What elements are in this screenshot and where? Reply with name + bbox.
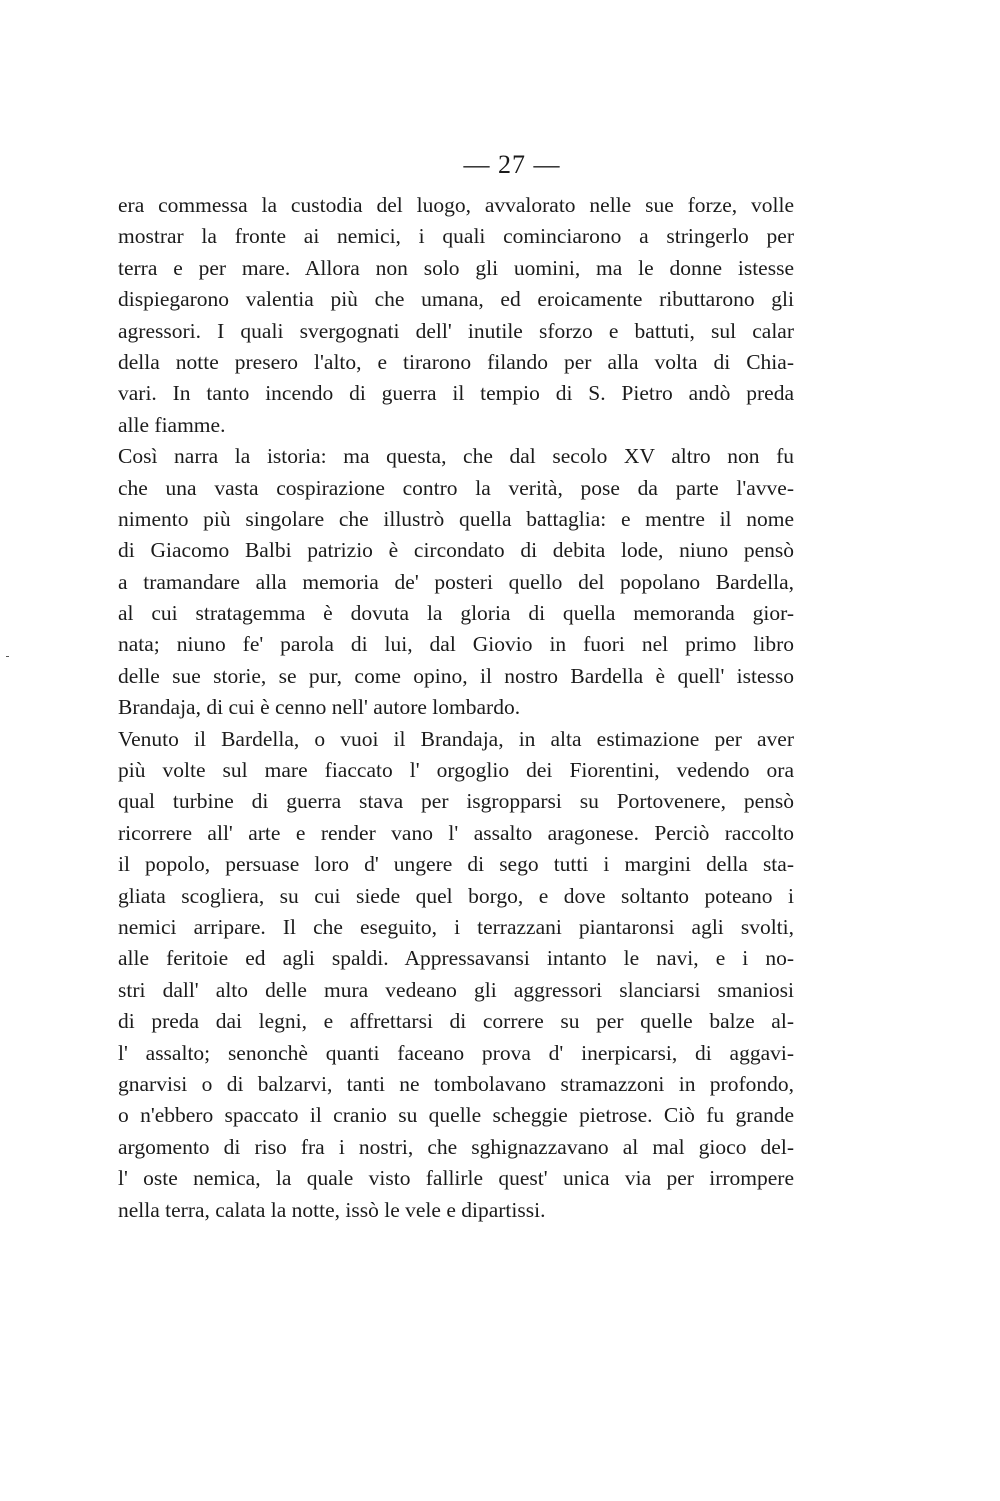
text-line: più volte sul mare fiaccato l' orgoglio dei Fiorentini, vedendo ora bbox=[118, 758, 794, 783]
text-line: a tramandare alla memoria de' posteri quello del popolano Bardella, bbox=[118, 569, 794, 594]
text-line: di Giacomo Balbi patrizio è circondato di debita lode, niuno pensò bbox=[118, 538, 794, 563]
text-line: nemici arripare. Il che eseguito, i terrazzani piantaronsi agli svolti, bbox=[118, 914, 794, 939]
text-line: il popolo, persuase loro d' ungere di sego tutti i margini della sta- bbox=[118, 852, 794, 877]
text-line: Così narra la istoria: ma questa, che dal secolo XV altro non fu bbox=[118, 444, 794, 469]
text-line: o n'ebbero spaccato il cranio su quelle scheggie pietrose. Ciò fu grande bbox=[118, 1103, 794, 1128]
text-line: della notte presero l'alto, e tirarono filando per alla volta di Chia- bbox=[118, 349, 794, 374]
text-line: che una vasta cospirazione contro la verità, pose da parte l'avve- bbox=[118, 475, 794, 500]
text-line: al cui stratagemma è dovuta la gloria di quella memoranda gior- bbox=[118, 601, 794, 626]
text-line: di preda dai legni, e affrettarsi di correre su per quelle balze al- bbox=[118, 1009, 794, 1034]
text-line: mostrar la fronte ai nemici, i quali cominciarono a stringerlo per bbox=[118, 224, 794, 249]
text-line: nella terra, calata la notte, issò le vele e dipartissi. bbox=[118, 1197, 546, 1222]
text-line: Brandaja, di cui è cenno nell' autore lombardo. bbox=[118, 695, 521, 720]
text-line: gliata scogliera, su cui siede quel borgo, e dove soltanto poteano i bbox=[118, 883, 794, 908]
text-line: agressori. I quali svergognati dell' inutile sforzo e battuti, sul calar bbox=[118, 318, 794, 343]
text-line: vari. In tanto incendo di guerra il tempio di S. Pietro andò preda bbox=[118, 381, 794, 406]
text-line: nata; niuno fe' parola di lui, dal Giovio in fuori nel primo libro bbox=[118, 632, 794, 657]
text-line: argomento di riso fra i nostri, che sghignazzavano al mal gioco del- bbox=[118, 1134, 794, 1159]
text-line: nimento più singolare che illustrò quella battaglia: e mentre il nome bbox=[118, 506, 794, 531]
text-line: alle fiamme. bbox=[118, 412, 226, 437]
text-line: dispiegarono valentia più che umana, ed eroicamente ributtarono gli bbox=[118, 287, 794, 312]
margin-mark bbox=[6, 656, 9, 657]
text-line: terra e per mare. Allora non solo gli uomini, ma le donne istesse bbox=[118, 255, 794, 280]
text-line: era commessa la custodia del luogo, avvalorato nelle sue forze, volle bbox=[118, 193, 794, 217]
text-line: l' assalto; senonchè quanti faceano prova d' inerpicarsi, di aggavi- bbox=[118, 1040, 794, 1065]
body-text bbox=[118, 190, 794, 1226]
text-line: gnarvisi o di balzarvi, tanti ne tombolavano stramazzoni in profondo, bbox=[118, 1071, 794, 1096]
text-line: ricorrere all' arte e render vano l' assalto aragonese. Perciò raccolto bbox=[118, 820, 794, 845]
text-line: alle feritoie ed agli spaldi. Appressavansi intanto le navi, e i no- bbox=[118, 946, 794, 971]
page-number: — 27 — bbox=[463, 150, 561, 179]
text-line: stri dall' alto delle mura vedeano gli aggressori slanciarsi smaniosi bbox=[118, 977, 794, 1002]
text-line: Venuto il Bardella, o vuoi il Brandaja, in alta estimazione per aver bbox=[118, 726, 794, 751]
text-line: delle sue storie, se pur, come opino, il nostro Bardella è quell' istesso bbox=[118, 663, 794, 688]
text-line: qual turbine di guerra stava per isgropparsi su Portovenere, pensò bbox=[118, 789, 794, 814]
text-line: l' oste nemica, la quale visto fallirle quest' unica via per irrompere bbox=[118, 1166, 794, 1191]
